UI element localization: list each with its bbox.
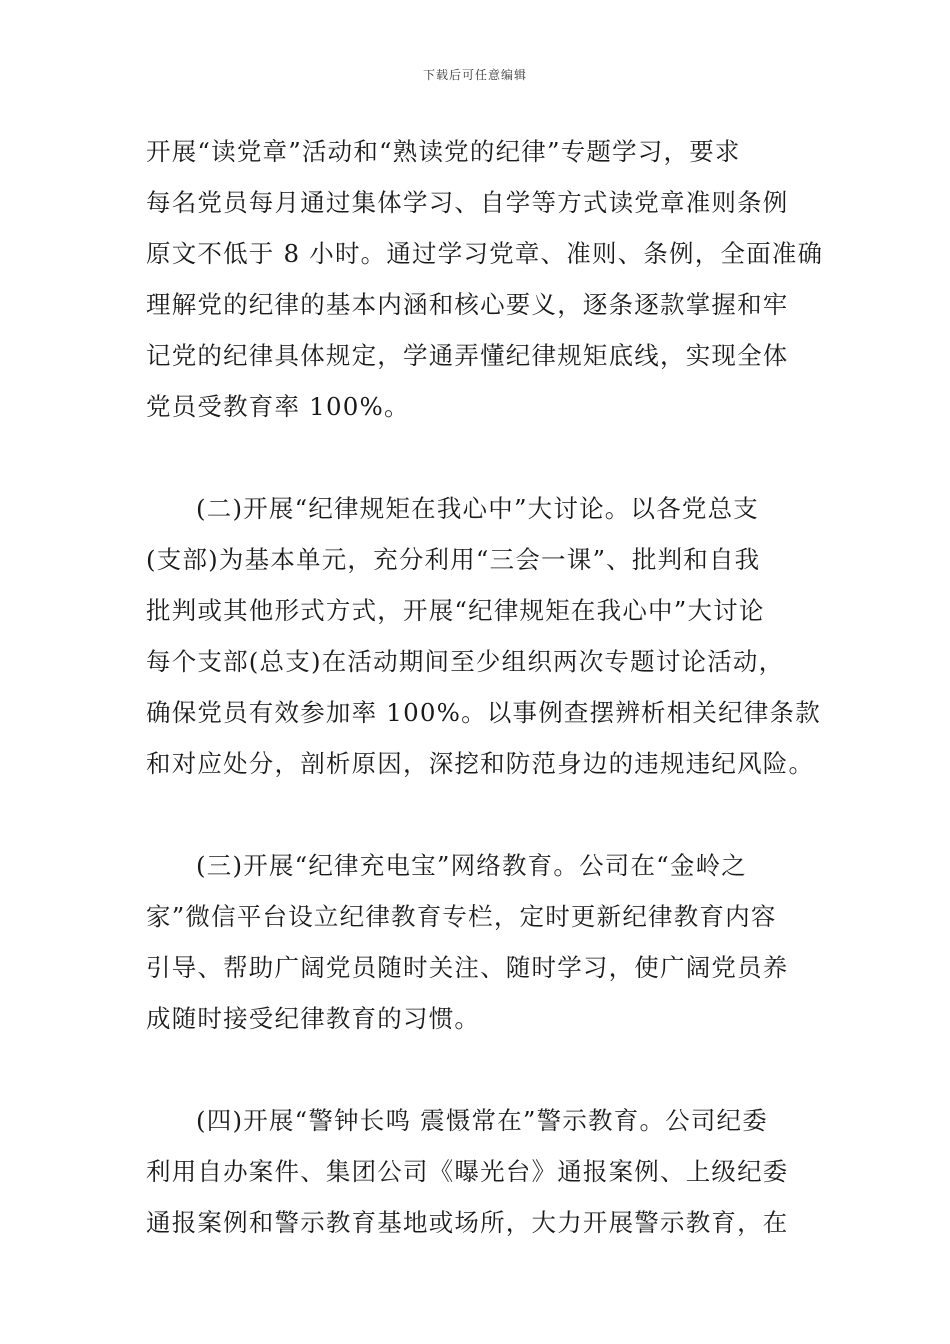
text-line: 理解党的纪律的基本内涵和核心要义，逐条逐款掌握和牢 bbox=[146, 290, 789, 319]
text-line: 原文不低于 8 小时。通过学习党章、准则、条例，全面准确 bbox=[146, 239, 824, 268]
page-header: 下载后可任意编辑 bbox=[422, 68, 527, 82]
text-line: 成随时接受纪律教育的习惯。 bbox=[146, 1004, 481, 1033]
text-line: (二)开展“纪律规矩在我心中”大讨论。以各党总支 bbox=[196, 494, 759, 523]
text-line: 每个支部(总支)在活动期间至少组织两次专题讨论活动， bbox=[146, 647, 785, 676]
text-line: 和对应处分，剖析原因，深挖和防范身边的违规违纪风险。 bbox=[146, 749, 815, 778]
text-line: 通报案例和警示教育基地或场所，大力开展警示教育，在 bbox=[146, 1208, 789, 1237]
paragraph-3 bbox=[146, 840, 808, 1044]
paragraph-2 bbox=[146, 483, 821, 789]
paragraph-1 bbox=[146, 126, 824, 432]
paragraph-gap bbox=[146, 432, 808, 483]
text-line: 每名党员每月通过集体学习、自学等方式读党章准则条例 bbox=[146, 188, 789, 217]
paragraph-gap bbox=[146, 1044, 808, 1095]
text-line: (三)开展“纪律充电宝”网络教育。公司在“金岭之 bbox=[196, 851, 747, 880]
paragraph-4 bbox=[146, 1095, 808, 1248]
text-line: 引导、帮助广阔党员随时关注、随时学习，使广阔党员养 bbox=[146, 953, 789, 982]
text-line: 确保党员有效参加率 100%。以事例查摆辨析相关纪律条款 bbox=[146, 698, 821, 727]
text-line: (支部)为基本单元，充分利用“三会一课”、批判和自我 bbox=[146, 545, 761, 574]
text-line: 家”微信平台设立纪律教育专栏，定时更新纪律教育内容 bbox=[146, 902, 777, 931]
text-line: 党员受教育率 100%。 bbox=[146, 392, 410, 421]
paragraph-gap bbox=[146, 789, 808, 840]
text-line: 记党的纪律具体规定，学通弄懂纪律规矩底线，实现全体 bbox=[146, 341, 789, 370]
text-line: 批判或其他形式方式，开展“纪律规矩在我心中”大讨论 bbox=[146, 596, 765, 625]
text-line: 利用自办案件、集团公司《曝光台》通报案例、上级纪委 bbox=[146, 1157, 789, 1186]
text-line: 开展“读党章”活动和“熟读党的纪律”专题学习，要求 bbox=[146, 137, 741, 166]
text-line: (四)开展“警钟长鸣 震慑常在”警示教育。公司纪委 bbox=[196, 1106, 768, 1135]
document-body bbox=[146, 126, 824, 1248]
